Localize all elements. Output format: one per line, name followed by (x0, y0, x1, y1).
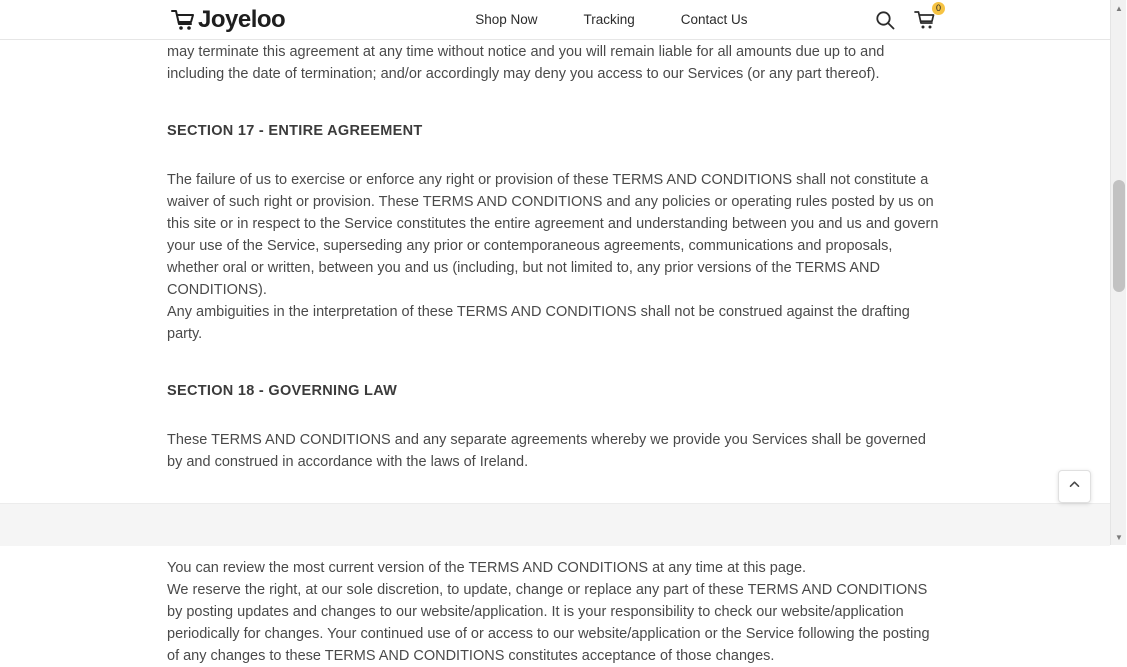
nav-link-tracking[interactable]: Tracking (583, 12, 635, 27)
cart-icon[interactable] (914, 2, 941, 31)
section-18-paragraph-1: These TERMS AND CONDITIONS and any separate agreements whereby we provide you Services shall be governed by and construed in accordance with the laws of Ireland. (167, 432, 926, 470)
scrollbar-down-arrow[interactable]: ▼ (1115, 532, 1123, 542)
brand-logo[interactable] (170, 0, 285, 40)
section-19-paragraph-2: We reserve the right, at our sole discretion, to update, change or replace any part of these TERMS AND CONDITIONS by posting updates and changes to our website/application. It is your responsibility to check our website/application periodically for changes. Your continued use of or access to our website/application or the Service following the posting of any changes to these TERMS AND CONDITIONS constitutes acceptance of those changes. (167, 582, 930, 664)
section-17-paragraph-2: Any ambiguities in the interpretation of these TERMS AND CONDITIONS shall not be construed against the drafting party. (167, 304, 910, 342)
page-content (0, 41, 1110, 664)
primary-nav (475, 12, 747, 27)
section-18-heading: SECTION 18 - GOVERNING LAW (167, 383, 398, 399)
section-19-paragraph-1: You can review the most current version of the TERMS AND CONDITIONS at any time at this page. (167, 560, 807, 576)
nav-link-contact-us[interactable]: Contact Us (680, 12, 748, 27)
top-navigation-bar (0, 0, 1126, 40)
scroll-to-top-button[interactable] (1058, 470, 1091, 503)
chevron-up-icon (1068, 478, 1081, 496)
cart-count-badge: 0 (932, 2, 945, 15)
nav-link-shop-now[interactable]: Shop Now (475, 12, 538, 27)
nav-actions (874, 2, 941, 31)
section-17-heading: SECTION 17 - ENTIRE AGREEMENT (167, 123, 423, 139)
page-scrollbar[interactable] (1110, 0, 1126, 545)
search-icon[interactable] (874, 9, 896, 31)
brand-name: Joyeloo (198, 5, 286, 33)
scrollbar-thumb[interactable] (1113, 180, 1125, 292)
footer-bar (0, 503, 1110, 546)
shopping-cart-icon (170, 7, 196, 33)
paragraph-termination-continued: may terminate this agreement at any time without notice and you will remain liable for all amounts due up to and including the date of termination; and/or accordingly may deny you access to our Services (or any part thereof). (167, 44, 885, 82)
terms-document (167, 41, 943, 667)
scrollbar-up-arrow[interactable]: ▲ (1115, 3, 1123, 13)
section-17-paragraph-1: The failure of us to exercise or enforce any right or provision of these TERMS AND CONDITIONS shall not constitute a waiver of such right or provision. These TERMS AND CONDITIONS and any policies or operating rules posted by us on this site or in respect to the Service constitutes the entire agreement and understanding between you and us and govern your use of the Service, superseding any prior or contemporaneous agreements, communications and proposals, whether oral or written, between you and us (including, but not limited to, any prior versions of the TERMS AND CONDITIONS). (167, 172, 939, 298)
